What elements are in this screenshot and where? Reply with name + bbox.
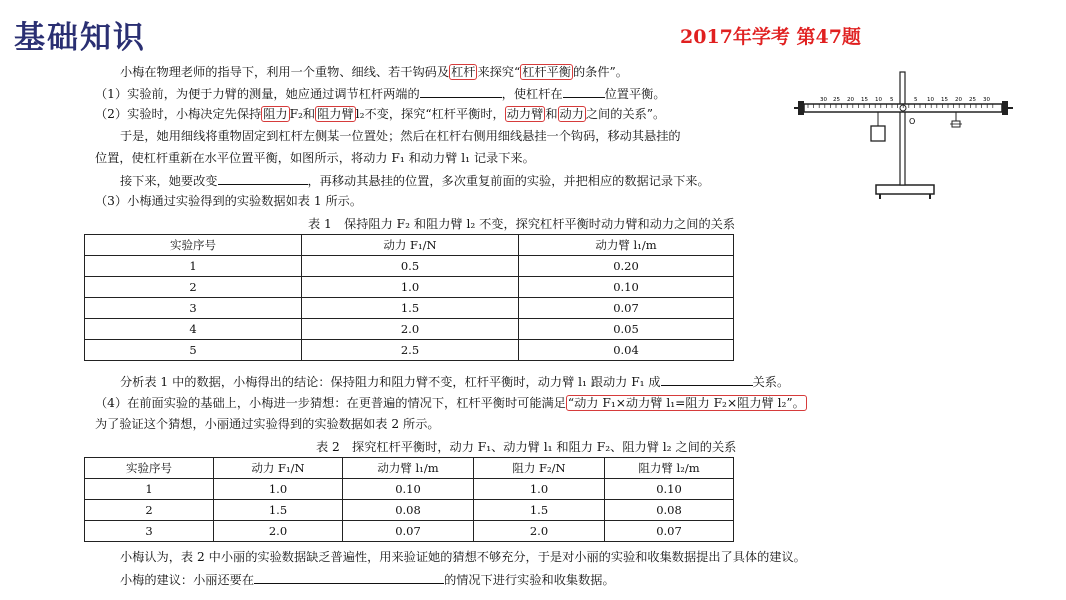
column-header: 动力 F₁/N: [214, 458, 343, 479]
highlight-box: 阻力臂: [317, 107, 354, 121]
table-cell: 0.07: [605, 521, 734, 542]
scale-label: 10: [875, 97, 882, 103]
table-header-row: [85, 235, 734, 256]
table-cell: 2.0: [474, 521, 605, 542]
highlight-box: “动力 F₁×动力臂 l₁=阻力 F₂×阻力臂 l₂”。: [567, 396, 805, 410]
scale-label: 15: [941, 97, 948, 103]
question-1: （1）实验前，为便于力臂的测量，她应通过调节杠杆两端的 ，使杠杆在 位置平衡。: [95, 87, 666, 101]
table-cell: 1: [85, 479, 214, 500]
paragraph: 接下来，她要改变 ，再移动其悬挂的位置，多次重复前面的实验，并把相应的数据记录下来。: [120, 174, 710, 188]
column-header: 动力臂 l₁/m: [343, 458, 474, 479]
question-3: （3）小梅通过实验得到的实验数据如表 1 所示。: [95, 194, 363, 208]
table-row: [85, 319, 734, 340]
table-cell: 0.10: [519, 277, 734, 298]
answer-blank: [420, 85, 502, 98]
table-cell: 0.08: [605, 500, 734, 521]
table-cell: 1.0: [474, 479, 605, 500]
table-cell: 0.10: [343, 479, 474, 500]
table-cell: 2: [85, 500, 214, 521]
highlight-box: 动力臂: [506, 107, 544, 121]
column-header: 实验序号: [85, 235, 302, 256]
highlight-box: 杠杆: [451, 65, 476, 79]
table-cell: 1.0: [214, 479, 343, 500]
scale-label: 25: [969, 97, 976, 103]
table1: [84, 234, 734, 361]
table-cell: 1.0: [302, 277, 519, 298]
table-row: [85, 340, 734, 361]
scale-label: 20: [847, 97, 854, 103]
table-cell: 0.10: [605, 479, 734, 500]
paragraph: 小梅的建议：小丽还要在 的情况下进行实验和收集数据。: [120, 573, 615, 587]
answer-blank: [661, 373, 753, 386]
column-header: 阻力 F₂/N: [474, 458, 605, 479]
table-cell: 0.20: [519, 256, 734, 277]
table-row: [85, 479, 734, 500]
table2-caption: 表 2 探究杠杆平衡时，动力 F₁、动力臂 l₁ 和阻力 F₂、阻力臂 l₂ 之间的关系: [316, 440, 737, 454]
scale-label: 20: [955, 97, 962, 103]
analysis-line: 分析表 1 中的数据，小梅得出的结论：保持阻力和阻力臂不变，杠杆平衡时，动力臂 l₁ 跟动力 F₁ 成 关系。: [120, 375, 790, 389]
answer-blank: [218, 172, 308, 185]
scale-label: 10: [927, 97, 934, 103]
table-cell: 2: [85, 277, 302, 298]
table-cell: 0.05: [519, 319, 734, 340]
table-cell: 3: [85, 298, 302, 319]
exam-tag: 2017年学考 第47题: [680, 26, 861, 48]
answer-blank: [254, 571, 444, 584]
column-header: 实验序号: [85, 458, 214, 479]
table-cell: 0.04: [519, 340, 734, 361]
scale-label: 15: [861, 97, 868, 103]
table-row: [85, 298, 734, 319]
column-header: 动力臂 l₁/m: [519, 235, 734, 256]
table2: [84, 457, 734, 542]
table-cell: 4: [85, 319, 302, 340]
highlight-box: 动力: [559, 107, 584, 121]
table-cell: 0.07: [343, 521, 474, 542]
question-4: （4）在前面实验的基础上，小梅进一步猜想：在更普遍的情况下，杠杆平衡时可能满足 “动力 F₁×动力臂 l₁=阻力 F₂×阻力臂 l₂”。: [95, 396, 805, 410]
lever-figure: [792, 68, 1022, 203]
column-header: 阻力臂 l₂/m: [605, 458, 734, 479]
pivot-label: O: [909, 117, 916, 126]
answer-blank: [563, 85, 605, 98]
table1-caption: 表 1 保持阻力 F₂ 和阻力臂 l₂ 不变，探究杠杆平衡时动力臂和动力之间的关系: [308, 217, 736, 231]
table-row: [85, 256, 734, 277]
table-cell: 5: [85, 340, 302, 361]
table-cell: 1.5: [214, 500, 343, 521]
scale-label: 30: [820, 97, 827, 103]
scale-label: 5: [890, 97, 894, 103]
weight-block: [871, 126, 885, 141]
scale-label: 5: [914, 97, 918, 103]
table-cell: 2.5: [302, 340, 519, 361]
page-title: 基础知识: [14, 20, 146, 56]
paragraph: 于是，她用细线将重物固定到杠杆左侧某一位置处；然后在杠杆右侧用细线悬挂一个钩码，移动其悬挂的: [120, 129, 681, 143]
highlight-box: 阻力: [263, 107, 288, 121]
table-cell: 2.0: [302, 319, 519, 340]
table-row: [85, 500, 734, 521]
scale-label: 30: [983, 97, 990, 103]
lever-diagram: [792, 68, 1022, 203]
column-header: 动力 F₁/N: [302, 235, 519, 256]
highlight-box: 杠杆平衡: [522, 65, 571, 79]
table-cell: 3: [85, 521, 214, 542]
table-cell: 0.07: [519, 298, 734, 319]
paragraph: 为了验证这个猜想，小丽通过实验得到的实验数据如表 2 所示。: [95, 417, 440, 431]
table-cell: 1.5: [302, 298, 519, 319]
scale-label: 25: [833, 97, 840, 103]
table-row: [85, 521, 734, 542]
table-row: [85, 277, 734, 298]
table-header-row: [85, 458, 734, 479]
question-2: （2）实验时，小梅决定先保持 阻力 F₂和 阻力臂 l₂不变，探究“杠杆平衡时， 动力臂 和 动力 之间的关系”。: [95, 107, 666, 121]
paragraph: 小梅认为，表 2 中小丽的实验数据缺乏普遍性，用来验证她的猜想不够充分，于是对小丽的实验和收集数据提出了具体的建议。: [120, 550, 806, 564]
table-cell: 2.0: [214, 521, 343, 542]
paragraph: 位置，使杠杆重新在水平位置平衡，如图所示，将动力 F₁ 和动力臂 l₁ 记录下来。: [95, 151, 535, 165]
table-cell: 1.5: [474, 500, 605, 521]
intro-line: 小梅在物理老师的指导下，利用一个重物、细线、若干钩码及 杠杆 来探究“ 杠杆平衡 的条件”。: [120, 65, 628, 79]
table-cell: 1: [85, 256, 302, 277]
table-cell: 0.08: [343, 500, 474, 521]
table-cell: 0.5: [302, 256, 519, 277]
